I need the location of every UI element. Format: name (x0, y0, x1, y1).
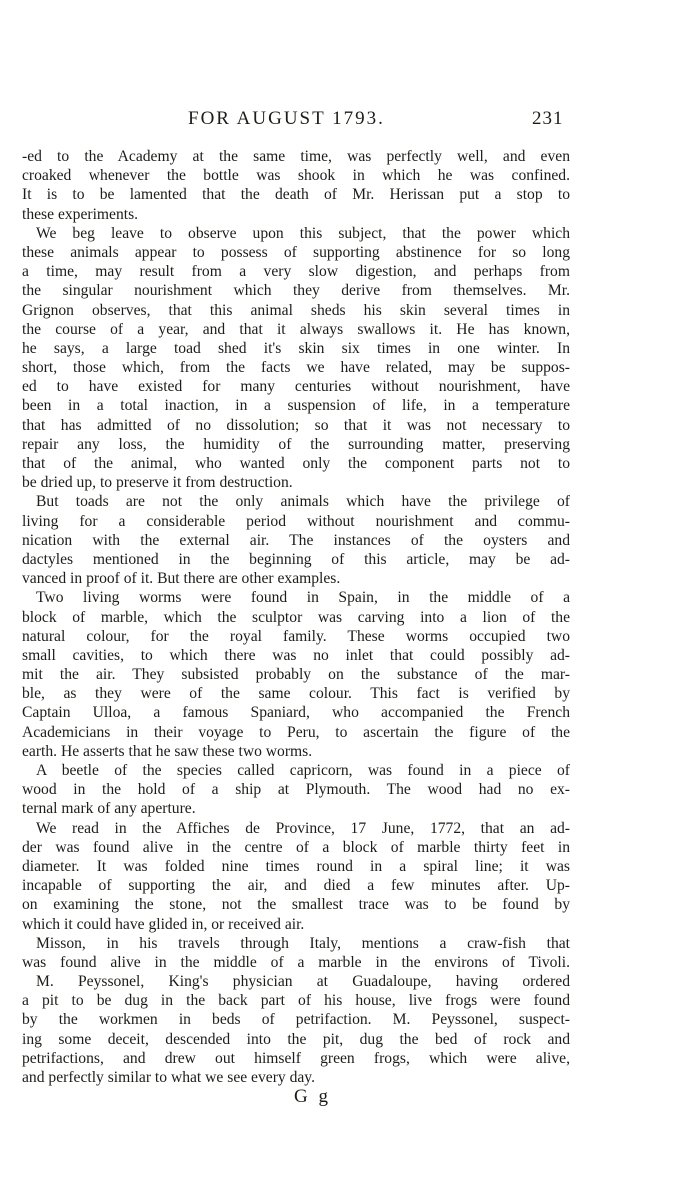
page-number: 231 (532, 108, 564, 129)
text-line: wood in the hold of a ship at Plymouth. The wood had no ex- (22, 781, 570, 799)
text-line: was found alive in the middle of a marble in the environs of Tivoli. (22, 953, 570, 971)
text-line: dactyles mentioned in the beginning of this article, may be ad- (22, 550, 570, 568)
text-line: Academicians in their voyage to Peru, to ascertain the figure of the (22, 723, 570, 741)
text-line: by the workmen in beds of petrifaction. M. Peyssonel, suspect- (22, 1011, 570, 1029)
running-title: FOR AUGUST 1793. (188, 108, 385, 129)
text-line: -ed to the Academy at the same time, was perfectly well, and even (22, 148, 570, 165)
text-line: repair any loss, the humidity of the surrounding matter, preserving (22, 435, 570, 453)
text-line: block of marble, which the sculptor was carving into a lion of the (22, 608, 570, 626)
running-head (0, 108, 693, 136)
text-line: ternal mark of any aperture. (22, 800, 196, 818)
text-line: small cavities, to which there was no inlet that could possibly ad- (22, 646, 570, 664)
text-line: natural colour, for the royal family. These worms occupied two (22, 627, 570, 645)
text-line: Captain Ulloa, a famous Spaniard, who accompanied the French (22, 704, 570, 722)
text-line: he says, a large toad shed it's skin six times in one winter. In (22, 339, 570, 357)
text-line: petrifactions, and drew out himself green frogs, which were alive, (22, 1049, 570, 1067)
text-line: We beg leave to observe upon this subject, that the power which (36, 224, 570, 242)
text-line: short, those which, from the facts we have related, may be suppos- (22, 359, 570, 377)
signature-mark: G g (294, 1086, 331, 1107)
text-line: Misson, in his travels through Italy, mentions a craw-fish that (36, 934, 570, 952)
text-line: the singular nourishment which they derive from themselves. Mr. (22, 282, 570, 300)
text-line: der was found alive in the centre of a block of marble thirty feet in (22, 838, 570, 856)
text-line: croaked whenever the bottle was shook in which he was confined. (22, 167, 570, 185)
text-line: Grignon observes, that this animal sheds his skin several times in (22, 301, 570, 319)
text-line: be dried up, to preserve it from destruction. (22, 474, 293, 492)
text-line: Two living worms were found in Spain, in the middle of a (36, 589, 570, 607)
text-line: earth. He asserts that he saw these two worms. (22, 742, 313, 760)
text-line: nication with the external air. The instances of the oysters and (22, 531, 570, 549)
text-line: It is to be lamented that the death of Mr. Herissan put a stop to (22, 186, 570, 204)
text-line: which it could have glided in, or received air. (22, 915, 305, 933)
text-line: ed to have existed for many centuries without nourishment, have (22, 378, 570, 396)
text-line: M. Peyssonel, King's physician at Guadaloupe, having ordered (36, 973, 570, 991)
text-line: incapable of supporting the air, and died a few minutes after. Up- (22, 877, 570, 895)
text-line: these experiments. (22, 205, 139, 223)
text-line: and perfectly similar to what we see every day. (22, 1069, 315, 1086)
text-line: We read in the Affiches de Province, 17 June, 1772, that an ad- (36, 819, 570, 837)
text-line: A beetle of the species called capricorn, was found in a piece of (36, 762, 570, 779)
text-line: ing some deceit, descended into the pit, dug the bed of rock and (22, 1030, 570, 1048)
text-line: But toads are not the only animals which have the privilege of (36, 493, 570, 511)
text-line: on examining the stone, not the smallest trace was to be found by (22, 896, 570, 914)
text-line: been in a total inaction, in a suspension of life, in a temperature (22, 397, 570, 415)
text-line: that of the animal, who wanted only the component parts not to (22, 455, 570, 472)
text-line: vanced in proof of it. But there are other examples. (22, 570, 341, 588)
text-line: a time, may result from a very slow digestion, and perhaps from (22, 263, 570, 281)
text-line: living for a considerable period without nourishment and commu- (22, 512, 570, 530)
text-line: mit the air. They subsisted probably on the substance of the mar- (22, 666, 570, 684)
text-line: the course of a year, and that it always swallows it. He has known, (22, 320, 570, 338)
text-line: that has admitted of no dissolution; so that it was not necessary to (22, 416, 570, 434)
text-line: these animals appear to possess of supporting abstinence for so long (22, 243, 570, 261)
text-line: diameter. It was folded nine times round in a spiral line; it was (22, 857, 570, 875)
text-line: a pit to be dug in the back part of his house, live frogs were found (22, 992, 570, 1010)
text-line: ble, as they were of the same colour. This fact is verified by (22, 685, 570, 703)
body-text (22, 147, 570, 1087)
